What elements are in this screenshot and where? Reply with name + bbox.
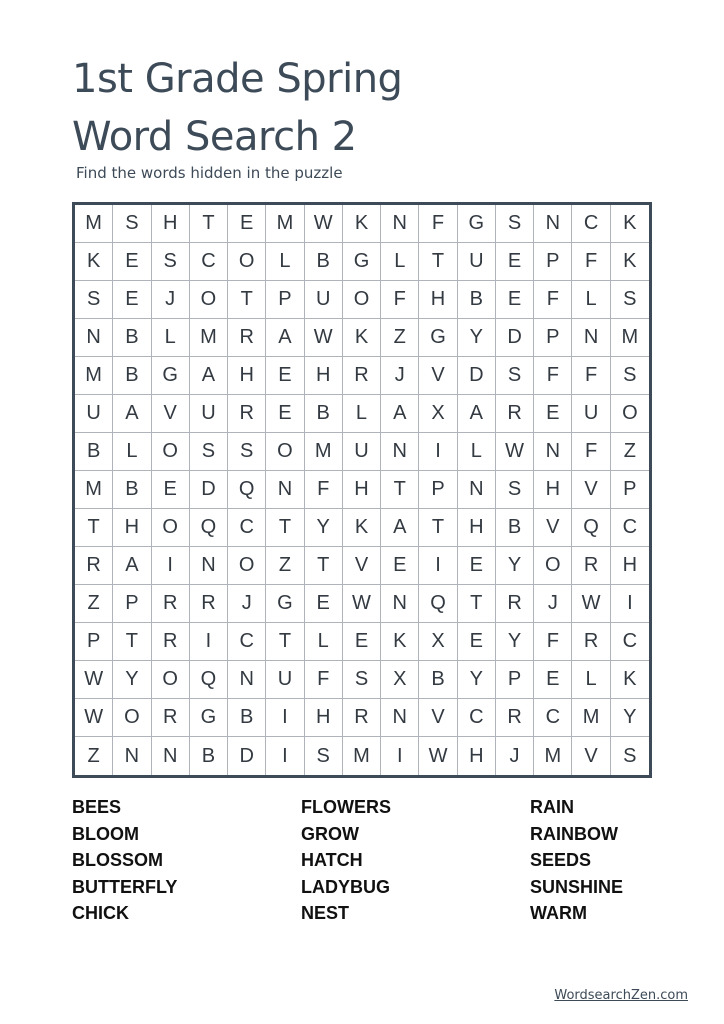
grid-cell[interactable]: T [113,623,151,661]
grid-cell[interactable]: E [266,395,304,433]
grid-cell[interactable]: W [343,585,381,623]
grid-cell[interactable]: U [572,395,610,433]
grid-cell[interactable]: F [572,357,610,395]
grid-cell[interactable]: U [266,661,304,699]
grid-cell[interactable]: Y [496,547,534,585]
grid-cell[interactable]: L [343,395,381,433]
letter-grid [72,202,652,778]
grid-cell[interactable]: K [611,661,649,699]
grid-cell[interactable]: K [611,243,649,281]
grid-cell[interactable]: Z [611,433,649,471]
grid-cell[interactable]: O [152,661,190,699]
grid-cell[interactable]: Q [190,661,228,699]
grid-cell[interactable]: R [496,585,534,623]
grid-cell[interactable]: V [419,357,457,395]
grid-cell[interactable]: Z [75,585,113,623]
grid-cell[interactable]: B [496,509,534,547]
grid-cell[interactable]: J [534,585,572,623]
grid-cell[interactable]: T [381,471,419,509]
grid-cell[interactable]: V [152,395,190,433]
grid-cell[interactable]: V [343,547,381,585]
grid-cell[interactable]: E [381,547,419,585]
grid-cell[interactable]: E [496,243,534,281]
grid-cell[interactable]: P [113,585,151,623]
grid-cell[interactable]: N [381,205,419,243]
grid-cell[interactable]: Y [496,623,534,661]
grid-cell[interactable]: P [534,243,572,281]
grid-cell[interactable]: W [419,737,457,775]
grid-cell[interactable]: E [152,471,190,509]
grid-cell[interactable]: J [381,357,419,395]
grid-cell[interactable]: A [190,357,228,395]
grid-cell[interactable]: S [496,357,534,395]
grid-cell[interactable]: T [190,205,228,243]
grid-cell[interactable]: Z [75,737,113,775]
grid-cell[interactable]: R [496,395,534,433]
grid-cell[interactable]: O [190,281,228,319]
grid-cell[interactable]: K [343,319,381,357]
grid-cell[interactable]: D [496,319,534,357]
grid-cell[interactable]: T [266,623,304,661]
word-list-item: RAINBOW [530,823,618,844]
grid-cell[interactable]: Y [611,699,649,737]
grid-cell[interactable]: J [228,585,266,623]
grid-cell[interactable]: L [458,433,496,471]
grid-cell[interactable]: H [152,205,190,243]
grid-cell[interactable]: Q [228,471,266,509]
grid-cell[interactable]: G [190,699,228,737]
grid-cell[interactable]: R [343,699,381,737]
grid-cell[interactable]: U [305,281,343,319]
grid-cell[interactable]: D [458,357,496,395]
word-list-item: HATCH [301,850,363,870]
grid-cell[interactable]: M [75,357,113,395]
grid-cell[interactable]: N [534,433,572,471]
grid-cell[interactable]: K [343,509,381,547]
grid-cell[interactable]: R [152,585,190,623]
grid-cell[interactable]: I [419,433,457,471]
grid-cell[interactable]: S [190,433,228,471]
grid-cell[interactable]: N [190,547,228,585]
grid-cell[interactable]: T [458,585,496,623]
grid-cell[interactable]: S [611,281,649,319]
grid-cell[interactable]: C [611,509,649,547]
grid-cell[interactable]: T [228,281,266,319]
grid-cell[interactable]: Q [419,585,457,623]
grid-cell[interactable]: M [343,737,381,775]
grid-cell[interactable]: E [113,281,151,319]
grid-cell[interactable]: R [343,357,381,395]
grid-cell[interactable]: H [534,471,572,509]
grid-cell[interactable]: A [113,395,151,433]
grid-cell[interactable]: N [381,585,419,623]
grid-cell[interactable]: B [190,737,228,775]
word-column [72,794,301,927]
grid-cell[interactable]: C [534,699,572,737]
grid-cell[interactable]: H [611,547,649,585]
grid-cell[interactable]: F [572,243,610,281]
grid-cell[interactable]: J [152,281,190,319]
grid-cell[interactable]: I [266,699,304,737]
grid-cell[interactable]: L [572,281,610,319]
grid-cell[interactable]: G [152,357,190,395]
grid-cell[interactable]: E [458,547,496,585]
grid-cell[interactable]: F [534,357,572,395]
title-line-2: Word Search 2 [72,114,357,160]
grid-cell[interactable]: K [75,243,113,281]
grid-cell[interactable]: S [152,243,190,281]
grid-cell[interactable]: I [419,547,457,585]
grid-cell[interactable]: N [458,471,496,509]
grid-cell[interactable]: E [458,623,496,661]
grid-cell[interactable]: R [190,585,228,623]
grid-cell[interactable]: G [419,319,457,357]
grid-cell[interactable]: P [611,471,649,509]
grid-cell[interactable]: N [113,737,151,775]
grid-cell[interactable]: F [534,623,572,661]
grid-cell[interactable]: O [343,281,381,319]
grid-cell[interactable]: B [458,281,496,319]
grid-cell[interactable]: B [113,319,151,357]
grid-cell[interactable]: E [228,205,266,243]
grid-cell[interactable]: M [75,471,113,509]
grid-cell[interactable]: P [496,661,534,699]
grid-cell[interactable]: U [458,243,496,281]
grid-cell[interactable]: C [228,623,266,661]
grid-cell[interactable]: S [305,737,343,775]
word-list-item: LADYBUG [301,876,390,897]
grid-cell[interactable]: D [228,737,266,775]
grid-cell[interactable]: F [305,471,343,509]
grid-cell[interactable]: L [572,661,610,699]
grid-cell[interactable]: H [113,509,151,547]
grid-cell[interactable]: W [75,699,113,737]
grid-cell[interactable]: E [305,585,343,623]
grid-cell[interactable]: N [381,699,419,737]
grid-cell[interactable]: R [496,699,534,737]
grid-cell[interactable]: I [381,737,419,775]
word-list-item: GROW [301,823,359,844]
grid-cell[interactable]: V [419,699,457,737]
title-line-1: 1st Grade Spring [72,56,403,102]
grid-cell[interactable]: A [113,547,151,585]
grid-cell[interactable]: P [419,471,457,509]
footer-link[interactable]: WordsearchZen.com [554,988,688,1003]
grid-cell[interactable]: Q [572,509,610,547]
grid-cell[interactable]: K [343,205,381,243]
grid-cell[interactable]: F [381,281,419,319]
grid-cell[interactable]: Q [190,509,228,547]
grid-cell[interactable]: T [266,509,304,547]
grid-cell[interactable]: I [190,623,228,661]
grid-cell[interactable]: K [381,623,419,661]
grid-cell[interactable]: V [572,737,610,775]
subtitle: Find the words hidden in the puzzle [76,164,343,182]
grid-cell[interactable]: E [534,395,572,433]
grid-cell[interactable]: W [305,319,343,357]
grid-cell[interactable]: N [75,319,113,357]
word-list-item: BLOSSOM [72,850,164,870]
grid-cell[interactable]: D [190,471,228,509]
grid-cell[interactable]: P [534,319,572,357]
grid-cell[interactable]: S [343,661,381,699]
word-list-item: BEES [72,797,122,817]
grid-cell[interactable]: X [419,623,457,661]
grid-cell[interactable]: V [534,509,572,547]
grid-cell[interactable]: E [113,243,151,281]
grid-cell[interactable]: S [113,205,151,243]
grid-cell[interactable]: N [572,319,610,357]
grid-cell[interactable]: H [305,357,343,395]
word-column [530,794,623,927]
word-list-item: FLOWERS [301,797,391,817]
grid-cell[interactable]: I [152,547,190,585]
grid-cell[interactable]: N [266,471,304,509]
word-list-item: SUNSHINE [530,876,624,897]
word-list-item: SEEDS [530,850,592,870]
grid-cell[interactable]: W [496,433,534,471]
grid-cell[interactable]: L [266,243,304,281]
word-list-item: BLOOM [72,823,139,844]
grid-cell[interactable]: N [228,661,266,699]
grid-cell[interactable]: H [458,509,496,547]
grid-cell[interactable]: E [343,623,381,661]
grid-cell[interactable]: T [305,547,343,585]
grid-cell[interactable]: H [419,281,457,319]
grid-cell[interactable]: R [152,623,190,661]
grid-cell[interactable]: S [228,433,266,471]
grid-cell[interactable]: L [381,243,419,281]
grid-cell[interactable]: L [305,623,343,661]
grid-cell[interactable]: X [419,395,457,433]
grid-cell[interactable]: X [381,661,419,699]
grid-cell[interactable]: R [572,547,610,585]
grid-cell[interactable]: P [266,281,304,319]
grid-cell[interactable]: C [572,205,610,243]
grid-cell[interactable]: S [496,471,534,509]
word-list-item: BUTTERFLY [72,876,178,897]
grid-cell[interactable]: B [228,699,266,737]
grid-cell[interactable]: A [381,395,419,433]
grid-cell[interactable]: U [343,433,381,471]
grid-cell[interactable]: A [266,319,304,357]
grid-cell[interactable]: W [305,205,343,243]
grid-cell[interactable]: Y [458,661,496,699]
grid-cell[interactable]: C [228,509,266,547]
grid-cell[interactable]: M [266,205,304,243]
grid-cell[interactable]: H [228,357,266,395]
grid-cell[interactable]: L [113,433,151,471]
grid-cell[interactable]: M [611,319,649,357]
grid-cell[interactable]: B [305,243,343,281]
grid-cell[interactable]: N [534,205,572,243]
grid-cell[interactable]: M [572,699,610,737]
grid-cell[interactable]: Y [458,319,496,357]
grid-cell[interactable]: B [113,471,151,509]
grid-cell[interactable]: L [152,319,190,357]
grid-cell[interactable]: E [266,357,304,395]
grid-cell[interactable]: M [534,737,572,775]
grid-cell[interactable]: C [190,243,228,281]
grid-cell[interactable]: C [611,623,649,661]
grid-cell[interactable]: Z [381,319,419,357]
grid-cell[interactable]: S [496,205,534,243]
grid-cell[interactable]: O [534,547,572,585]
grid-cell[interactable]: N [381,433,419,471]
grid-cell[interactable]: S [623,744,637,767]
grid-cell[interactable]: B [75,433,113,471]
grid-cell[interactable]: O [113,699,151,737]
grid-cell[interactable]: F [534,281,572,319]
grid-cell[interactable]: Y [113,661,151,699]
grid-cell[interactable]: S [611,357,649,395]
word-list-item: RAIN [530,797,574,817]
grid-cell[interactable]: C [458,699,496,737]
grid-cell[interactable]: T [419,509,457,547]
grid-cell[interactable]: H [343,471,381,509]
grid-cell[interactable]: B [419,661,457,699]
grid-cell[interactable]: E [534,661,572,699]
grid-cell[interactable]: O [611,395,649,433]
grid-cell[interactable]: I [611,585,649,623]
grid-cell[interactable]: G [343,243,381,281]
grid-cell[interactable]: U [190,395,228,433]
grid-cell[interactable]: N [152,737,190,775]
grid-cell[interactable]: R [228,319,266,357]
grid-cell[interactable]: W [572,585,610,623]
grid-cell[interactable]: O [266,433,304,471]
grid-cell[interactable]: S [75,281,113,319]
grid-cell[interactable]: O [228,243,266,281]
grid-cell[interactable]: Y [305,509,343,547]
grid-cell[interactable]: Z [266,547,304,585]
grid-cell[interactable]: O [152,509,190,547]
grid-cell[interactable]: H [305,699,343,737]
grid-cell[interactable]: U [75,395,113,433]
grid-cell[interactable]: G [458,205,496,243]
grid-cell[interactable]: A [381,509,419,547]
grid-cell[interactable]: M [75,205,113,243]
word-list-item: WARM [530,903,587,923]
grid-cell[interactable]: E [496,281,534,319]
grid-cell[interactable]: W [75,661,113,699]
page-title [72,50,672,166]
grid-cell[interactable]: R [75,547,113,585]
grid-cell[interactable]: F [419,205,457,243]
grid-cell[interactable]: F [305,661,343,699]
grid-cell[interactable]: A [458,395,496,433]
grid-cell[interactable]: R [572,623,610,661]
grid-cell[interactable]: T [75,509,113,547]
grid-cell[interactable]: F [572,433,610,471]
grid-cell[interactable]: T [419,243,457,281]
grid-cell[interactable]: V [572,471,610,509]
grid-cell[interactable]: I [266,737,304,775]
grid-cell[interactable]: M [190,319,228,357]
word-list-item: NEST [301,903,350,923]
grid-cell[interactable]: O [152,433,190,471]
grid-cell[interactable]: K [611,205,649,243]
grid-cell[interactable]: R [152,699,190,737]
grid-cell[interactable]: J [496,737,534,775]
grid-cell[interactable]: O [228,547,266,585]
grid-cell[interactable]: B [305,395,343,433]
grid-cell[interactable]: B [113,357,151,395]
grid-cell[interactable]: H [458,737,496,775]
word-list [72,794,672,927]
grid-cell[interactable]: R [228,395,266,433]
word-column [301,794,530,927]
word-list-item: CHICK [72,903,129,923]
grid-cell[interactable]: G [266,585,304,623]
grid-cell[interactable]: P [75,623,113,661]
grid-cell[interactable]: M [305,433,343,471]
